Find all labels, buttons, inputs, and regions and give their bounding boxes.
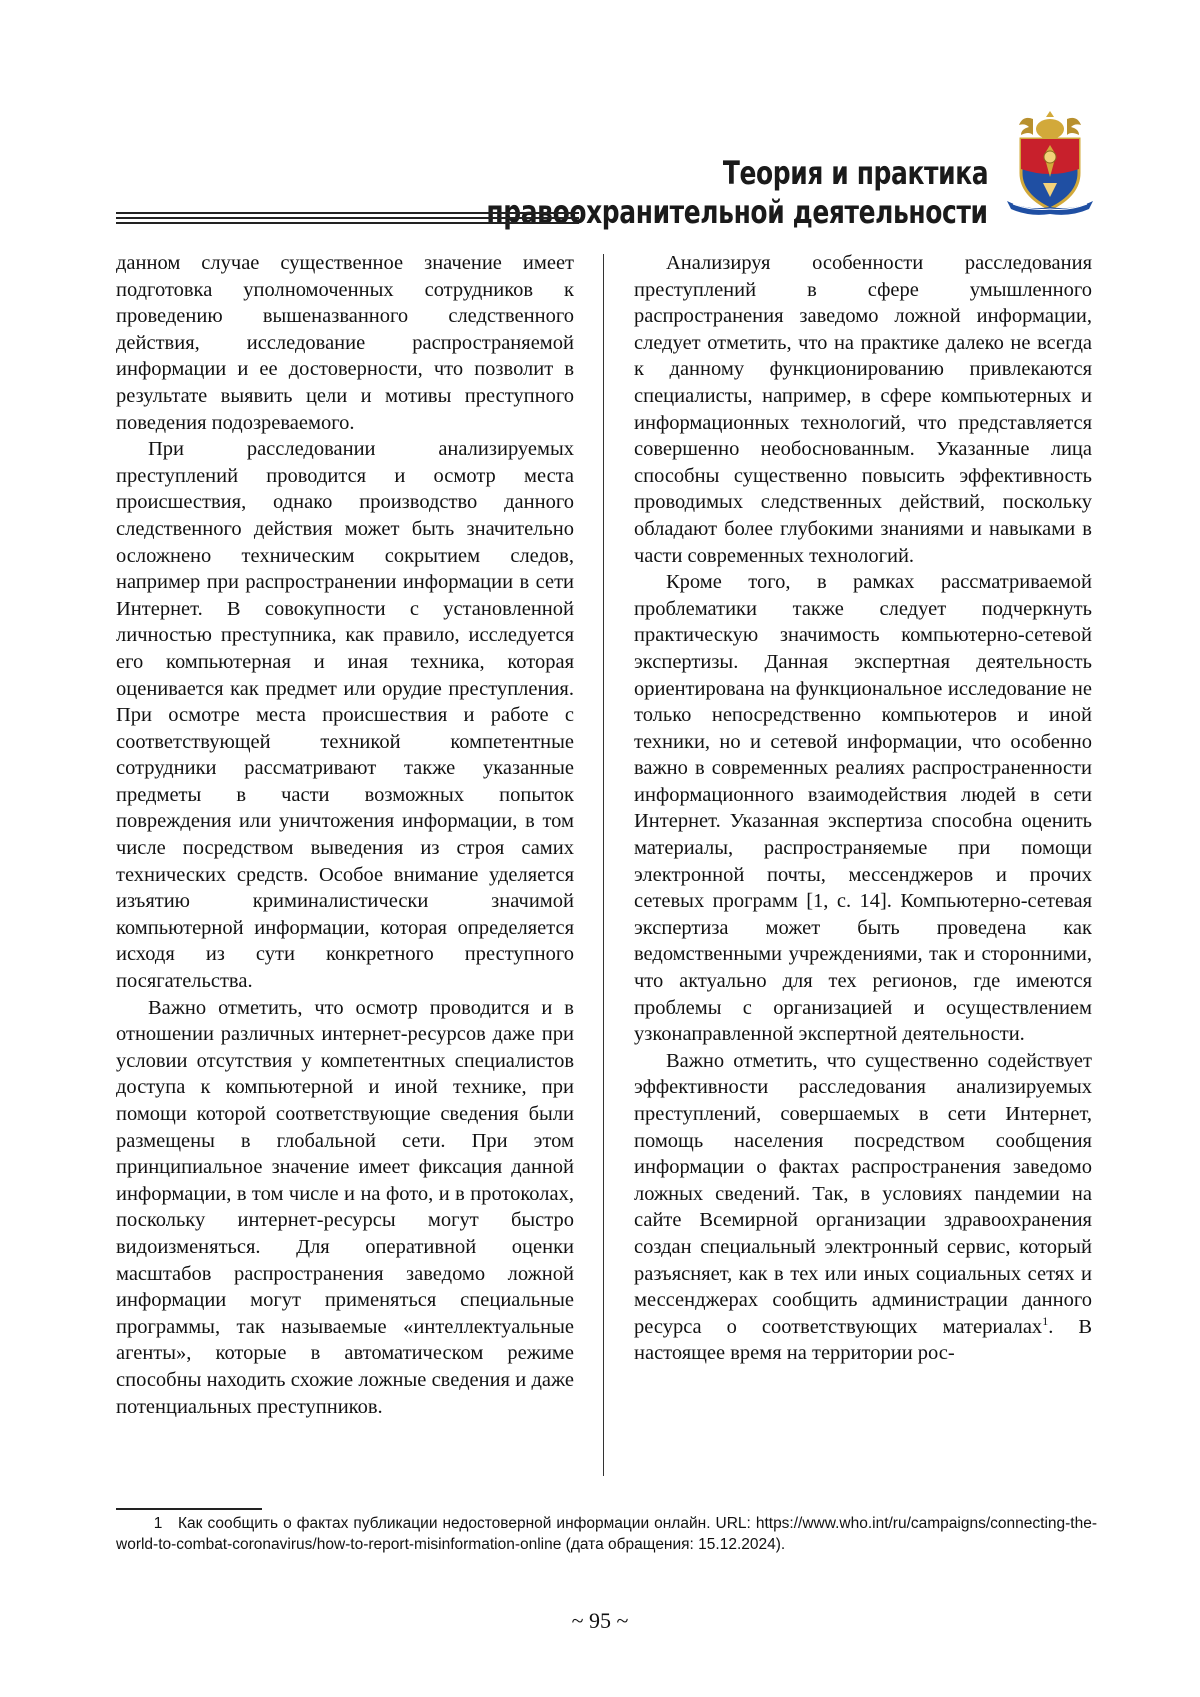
paragraph-text: . В настоящее время на территории рос- xyxy=(634,1316,1092,1365)
paragraph xyxy=(634,1048,1092,1367)
paragraph: При расследовании анализируемых преступлений проводится и осмотр места происшествия, однако производство данного следственного действия может быть значительно осложнено техническим сокрытием следов, например при распространении информации в сети Интернет. В совокупности с установленной личностью преступника, как правило, исследуется его компьютерная и иная техника, которая оценивается как предмет или орудие преступления. При осмотре места происшествия и работе с соответствующей техникой компетентные сотрудники рассматривают также указанные предметы в части возможных попыток повреждения или уничтожения информации, в том числе посредством выведения из строя самих технических средств. Особое внимание уделяется изъятию криминалистически значимой компьютерной информации, которая определяется исходя из сути конкретного преступного посягательства. xyxy=(116,436,574,994)
footnote-reference[interactable]: 1 xyxy=(1042,1314,1048,1328)
footnote-number: 1 xyxy=(138,1514,178,1535)
footnote-rule xyxy=(116,1508,262,1510)
page-number: ~ 95 ~ xyxy=(0,1608,1200,1634)
paragraph: Важно отметить, что осмотр проводится и в отношении различных интернет-ресурсов даже при условии отсутствия у компетентных специалистов доступа к компьютерной и иной технике, при помощи которой соответствующие сведения были размещены в глобальной сети. При этом принципиальное значение имеет фиксация данной информации, в том числе и на фото, и в протоколах, поскольку интернет-ресурсы могут быстро видоизменяться. Для оперативной оценки масштабов распространения заведомо ложной информации могут применяться специальные программы, так называемые «интеллектуальные агенты», которые в автоматическом режиме способны находить схожие ложные сведения и даже потенциальных преступников. xyxy=(116,995,574,1421)
paragraph: Кроме того, в рамках рассматриваемой проблематики также следует подчеркнуть практическую значимость компьютерно-сетевой экспертизы. Данная экспертная деятельность ориентирована на функциональное исследование не только непосредственно компьютеров и иной техники, но и сетевой информации, что особенно важно в современных реалиях распространенности информационного взаимодействия людей в сети Интернет. Указанная экспертиза способна оценить материалы, распространяемые при помощи электронной почты, мессенджеров и прочих сетевых программ [1, с. 14]. Компьютерно-сетевая экспертиза может быть проведена как ведомственными учреждениями, так и сторонними, что актуально для тех регионов, где имеются проблемы с организацией и осуществлением узконаправленной экспертной деятельности. xyxy=(634,569,1092,1048)
header-rule xyxy=(116,217,579,219)
column-divider xyxy=(603,254,604,1476)
paragraph-text: Важно отметить, что существенно содействует эффективности расследования анализируемых преступлений, совершаемых в сети Интернет, помощь населения посредством сообщения информации о фактах распространения заведомо ложных сведений. Так, в условиях пандемии на сайте Всемирной организации здравоохранения создан специальный электронный сервис, который разъясняет, как в тех или иных социальных сетях и мессенджерах сообщить администрации данного ресурса о соответствующих материалах xyxy=(634,1050,1092,1338)
header-rule xyxy=(116,212,579,214)
footnote xyxy=(116,1514,1097,1555)
journal-title-line2: правоохранительной деятельности xyxy=(487,193,988,231)
journal-page xyxy=(0,0,1200,1697)
police-university-emblem-icon xyxy=(1003,105,1097,223)
header-rule xyxy=(116,222,579,224)
right-column xyxy=(634,250,1092,1367)
journal-title-line1: Теория и практика xyxy=(723,154,988,192)
paragraph: данном случае существенное значение имеет подготовка уполномоченных сотрудников к проведению вышеназванного следственного действия, исследование распространяемой информации и ее достоверности, что позволит в результате выявить цели и мотивы преступного поведения подозреваемого. xyxy=(116,250,574,436)
left-column xyxy=(116,250,574,1420)
paragraph: Анализируя особенности расследования преступлений в сфере умышленного распространения заведомо ложной информации, следует отметить, что на практике далеко не всегда к данному функционированию привлекаются специалисты, например, в сфере компьютерных и информационных технологий, что представляется совершенно необоснованным. Указанные лица способны существенно повысить эффективность проводимых следственных действий, поскольку обладают более глубокими знаниями и навыками в части современных технологий. xyxy=(634,250,1092,569)
footnote-text: Как сообщить о фактах публикации недостоверной информации онлайн. URL: https://www.who.int/ru/campaigns/connecting-the-world-to-combat-coronavirus/how-to-report-misinformation-online (дата обращения: 15.12.2024). xyxy=(116,1515,1097,1553)
